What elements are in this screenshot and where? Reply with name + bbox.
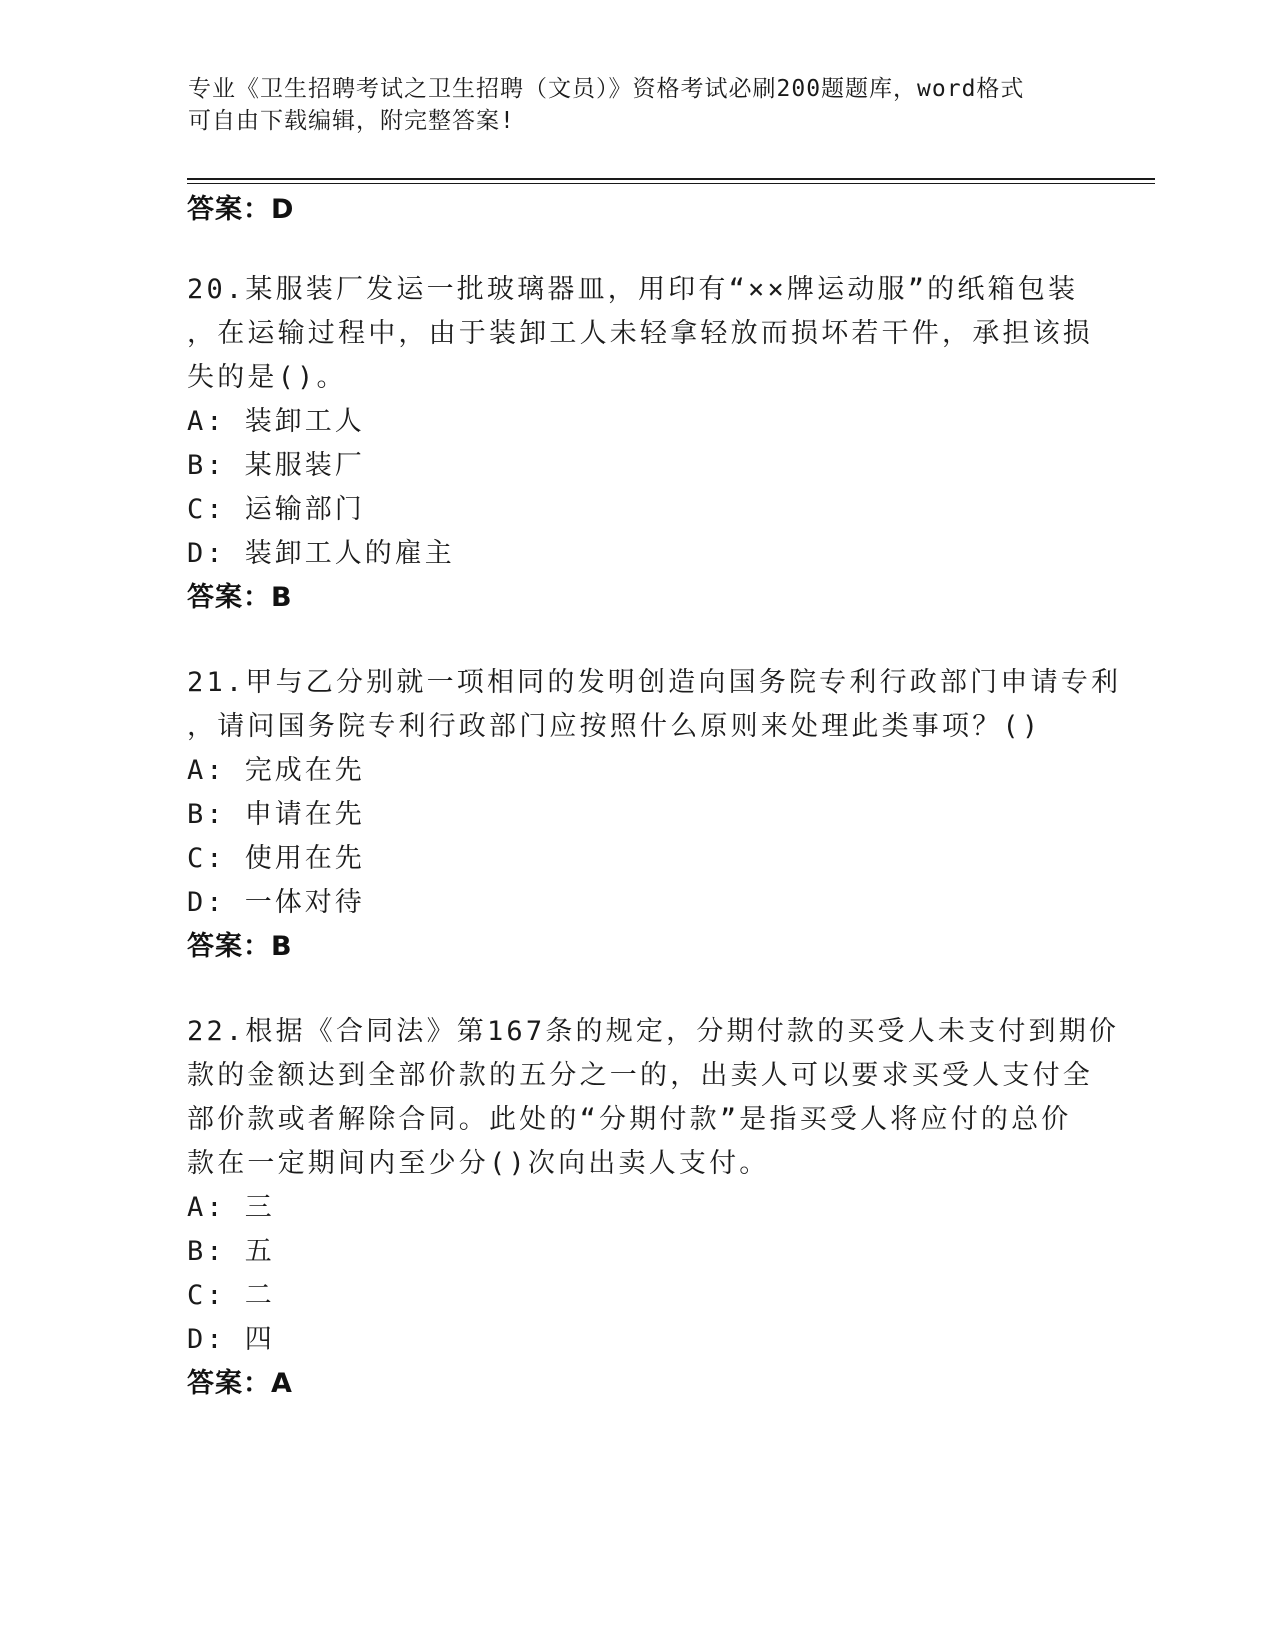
option-d: D: 一体对待	[187, 887, 365, 918]
option-a: A: 完成在先	[187, 755, 365, 786]
option-a: A: 装卸工人	[187, 406, 365, 437]
question-text-line: 21.甲与乙分别就一项相同的发明创造向国务院专利行政部门申请专利	[187, 667, 1122, 698]
option-a: A: 三	[187, 1192, 275, 1223]
option-b: B: 申请在先	[187, 799, 365, 830]
option-c: C: 使用在先	[187, 843, 365, 874]
question-text-line: 20.某服装厂发运一批玻璃器皿，用印有“××牌运动服”的纸箱包装	[187, 274, 1079, 305]
question-text-line: 款的金额达到全部价款的五分之一的，出卖人可以要求买受人支付全	[187, 1060, 1093, 1091]
option-d: D: 装卸工人的雇主	[187, 538, 455, 569]
previous-answer: 答案：D	[187, 194, 295, 225]
header-line-1: 专业《卫生招聘考试之卫生招聘（文员）》资格考试必刷200题题库，word格式	[188, 76, 1025, 102]
option-c: C: 二	[187, 1280, 275, 1311]
header-line-2: 可自由下载编辑，附完整答案!	[188, 108, 515, 134]
answer: 答案：A	[187, 1368, 293, 1399]
question-text-line: 款在一定期间内至少分()次向出卖人支付。	[187, 1148, 770, 1179]
answer: 答案：B	[187, 582, 293, 613]
header-divider-thick	[187, 178, 1155, 180]
question-text-line: 失的是()。	[187, 362, 347, 393]
option-d: D: 四	[187, 1324, 275, 1355]
option-c: C: 运输部门	[187, 494, 365, 525]
question-text-line: 部价款或者解除合同。此处的“分期付款”是指买受人将应付的总价	[187, 1104, 1072, 1135]
option-b: B: 某服装厂	[187, 450, 365, 481]
answer: 答案：B	[187, 931, 293, 962]
option-b: B: 五	[187, 1236, 275, 1267]
document-header	[188, 73, 1088, 137]
question-text-line: 22.根据《合同法》第167条的规定，分期付款的买受人未支付到期价	[187, 1016, 1120, 1047]
header-divider-thin	[187, 183, 1155, 184]
question-text-line: ，在运输过程中，由于装卸工人未轻拿轻放而损坏若干件，承担该损	[187, 318, 1093, 349]
question-text-line: ，请问国务院专利行政部门应按照什么原则来处理此类事项？()	[187, 711, 1042, 742]
